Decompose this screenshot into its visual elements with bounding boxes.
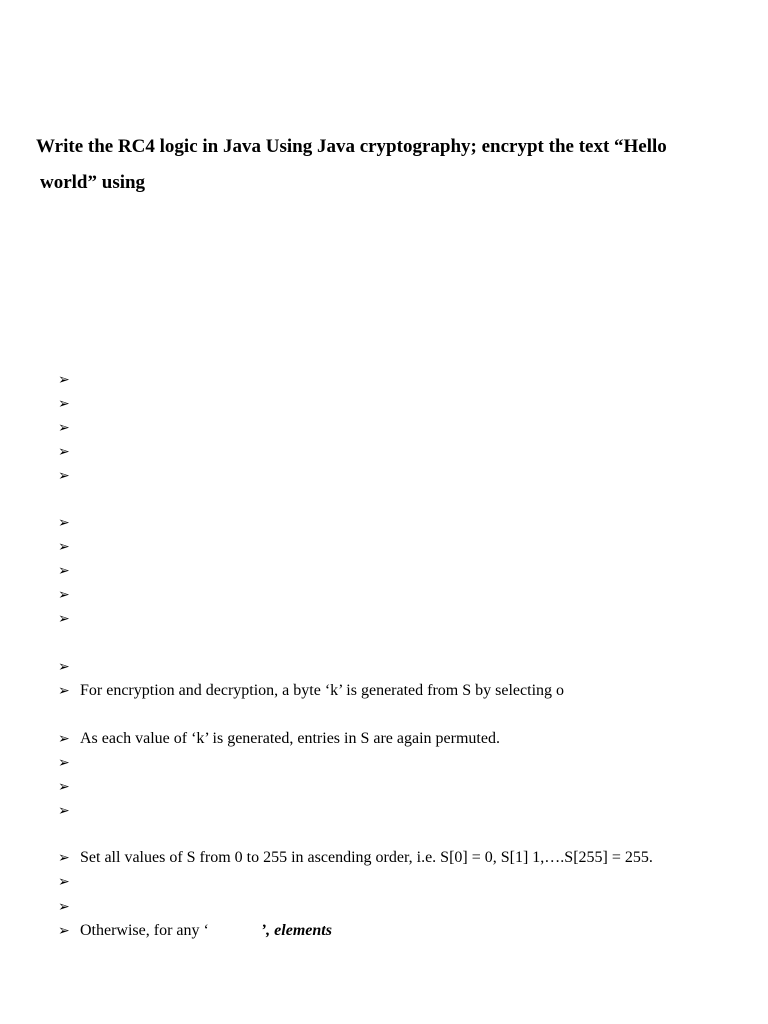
bullet-text-set-values: Set all values of S from 0 to 255 in ascending order, i.e. S[0] = 0, S[1] 1,….S[255] = 255. [80,849,653,866]
list-item [58,418,80,438]
arrow-bullet-icon: ➢ [58,563,70,579]
bullet-text-otherwise: Otherwise, for any ‘ [80,922,209,939]
list-item [58,466,80,486]
heading-line-2: world” using [40,172,146,193]
arrow-bullet-icon: ➢ [58,899,70,915]
arrow-bullet-icon: ➢ [58,850,70,866]
arrow-bullet-icon: ➢ [58,874,70,890]
list-item [58,657,80,677]
bullet-text-permute: As each value of ‘k’ is generated, entries in S are again permuted. [80,730,500,747]
arrow-bullet-icon: ➢ [58,731,70,747]
arrow-bullet-icon: ➢ [58,515,70,531]
arrow-bullet-icon: ➢ [58,587,70,603]
list-item [58,729,500,749]
list-item [58,872,80,892]
list-item [58,561,80,581]
arrow-bullet-icon: ➢ [58,779,70,795]
arrow-bullet-icon: ➢ [58,444,70,460]
bullet-text-elements: ’, elements [260,922,332,939]
arrow-bullet-icon: ➢ [58,659,70,675]
arrow-bullet-icon: ➢ [58,683,70,699]
arrow-bullet-icon: ➢ [58,468,70,484]
list-item [58,585,80,605]
list-item [58,848,653,868]
list-item [58,537,80,557]
bullet-text-keystream-byte: For encryption and decryption, a byte ‘k’ is generated from S by selecting o [80,682,565,699]
list-item [58,777,80,797]
list-item [58,442,80,462]
arrow-bullet-icon: ➢ [58,420,70,436]
arrow-bullet-icon: ➢ [58,372,70,388]
list-item [58,609,80,629]
list-item [58,921,332,941]
arrow-bullet-icon: ➢ [58,396,70,412]
list-item [58,370,80,390]
arrow-bullet-icon: ➢ [58,923,70,939]
arrow-bullet-icon: ➢ [58,539,70,555]
arrow-bullet-icon: ➢ [58,611,70,627]
list-item [58,753,80,773]
list-item [58,801,80,821]
list-item [58,681,564,701]
list-item [58,394,80,414]
arrow-bullet-icon: ➢ [58,755,70,771]
list-item [58,897,80,917]
list-item [58,513,80,533]
arrow-bullet-icon: ➢ [58,803,70,819]
heading-line-1: Write the RC4 logic in Java Using Java cryptography; encrypt the text “Hello [36,136,667,157]
